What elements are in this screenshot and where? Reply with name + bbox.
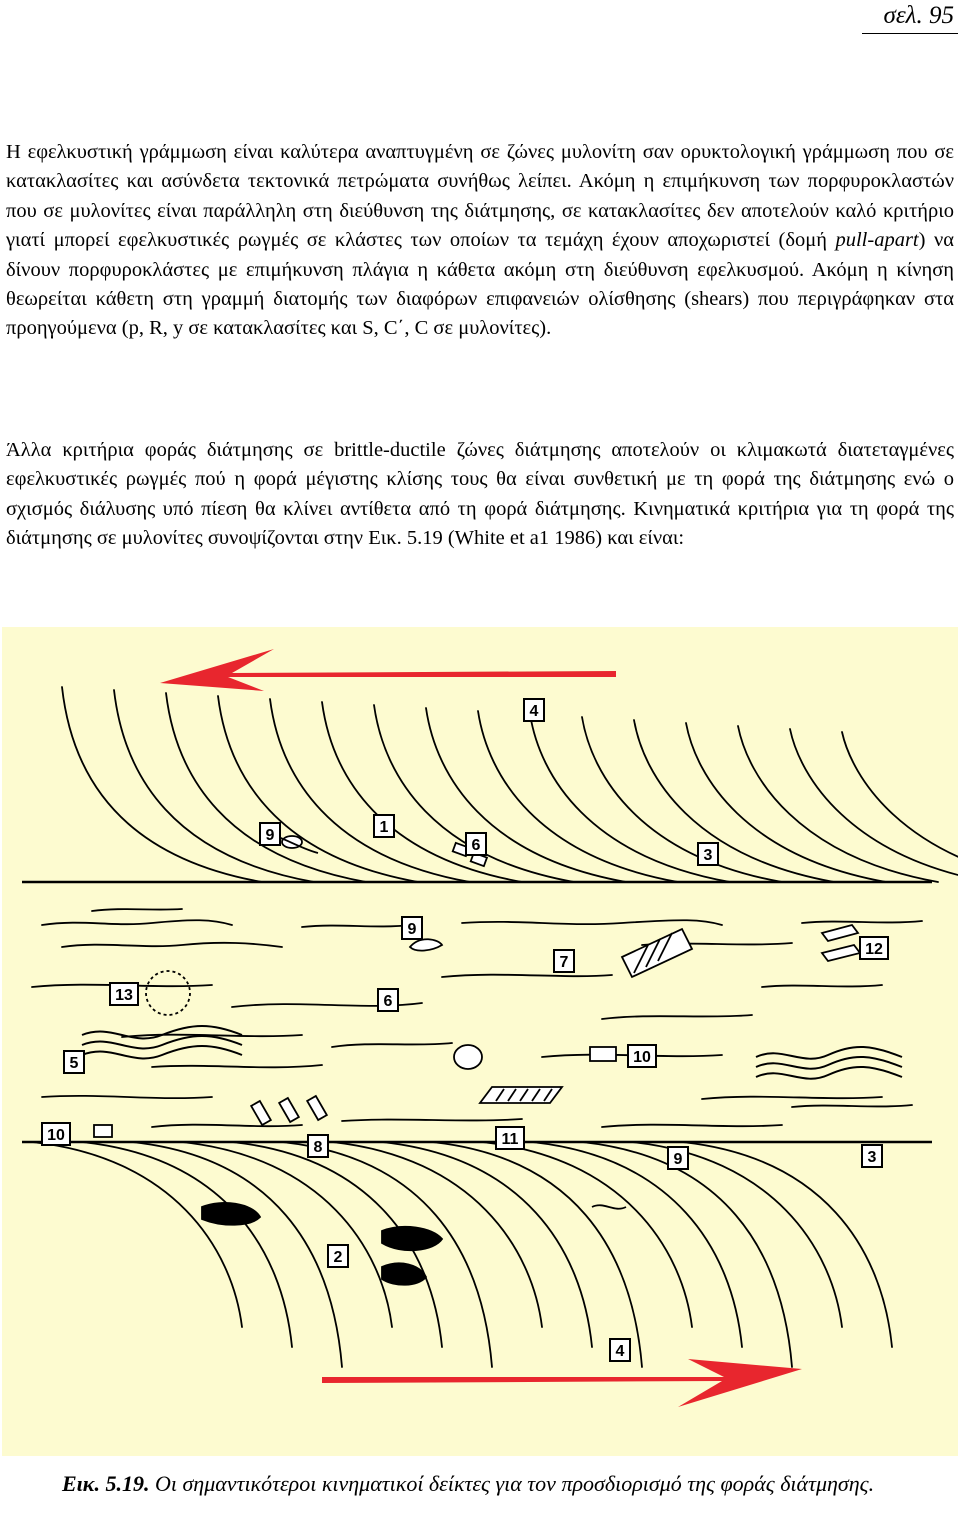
figure-background bbox=[2, 627, 958, 1456]
label-number: 4 bbox=[615, 1343, 625, 1360]
pull-apart-term: pull-apart bbox=[835, 229, 919, 252]
label-number: 8 bbox=[313, 1139, 323, 1156]
label-number: 11 bbox=[501, 1131, 519, 1148]
figure-5-19 bbox=[2, 627, 958, 1456]
label-number: 10 bbox=[47, 1127, 65, 1144]
label-number: 6 bbox=[471, 837, 481, 854]
label-number: 9 bbox=[265, 827, 275, 844]
caption-text: Οι σημαντικότεροι κινηματικοί δείκτες για τον προσδιορισμό της φοράς διάτμησης. bbox=[149, 1471, 875, 1496]
label-number: 6 bbox=[383, 993, 393, 1010]
label-number: 7 bbox=[559, 954, 569, 971]
label-number: 10 bbox=[633, 1049, 651, 1066]
label-number: 13 bbox=[115, 987, 133, 1004]
paragraph-1-text-b: ) να δίνουν πορφυροκλάστες με επιμήκυνση πλάγια η κάθετα ακόμη στη διεύθυνση εφελκυσμού. Ακόμη η κίνηση θεωρείται κάθετη στη γραμμή διατομής των διαφόρων επιφανειών ολίσθησης (shears) που περιγράφηκαν στα προηγούμενα (p, R, y σε κατακλασίτες και S, C΄, C σε μυλονίτες). bbox=[6, 229, 954, 340]
page-number: σελ. 95 bbox=[883, 2, 954, 29]
label-number: 9 bbox=[407, 921, 417, 938]
paragraph-2: Άλλα κριτήρια φοράς διάτμησης σε brittle-ductile ζώνες διάτμησης αποτελούν οι κλιμακωτά διατεταγμένες εφελκυστικές ρωγμές πού η φορά μέγιστης κλίσης τους θα είναι συνθετική με τη φορά της διάτμησης ενώ ο σχισμός διάλυσης υπό πίεση θα κλίνει αντίθετα από τη φορά διάτμησης. Κινηματικά κριτήρια για τη φορά της διάτμησης σε μυλονίτες συνοψίζονται στην Εικ. 5.19 (White et a1 1986) και είναι: bbox=[6, 439, 954, 550]
label-number: 3 bbox=[867, 1149, 877, 1166]
header-rule bbox=[862, 33, 958, 34]
clast-10-left bbox=[94, 1125, 112, 1137]
label-number: 12 bbox=[865, 941, 883, 958]
paragraph-1-text-a: Η εφελκυστική γράμμωση είναι καλύτερα αναπτυγμένη σε ζώνες μυλονίτη σαν ορυκτολογική γράμμωση που σε κατακλασίτες και ασύνδετα τεκτονικά πετρώματα συνήθως λείπει. Ακόμη η επιμήκυνση των πορφυροκλαστών που σε μυλονίτες είναι παράλληλη στη διεύθυνση της διάτμησης, σε κατακλασίτες δεν αποτελούν καλό κριτήριο γιατί μπορεί εφελκυστικές ρωγμές σε κλάστες των οποίων τα τεμάχη έχουν αποχωριστεί (δομή bbox=[6, 141, 954, 252]
label-number: 5 bbox=[69, 1055, 79, 1072]
clast-10-right bbox=[590, 1047, 616, 1061]
label-number: 9 bbox=[673, 1151, 683, 1168]
label-number: 3 bbox=[703, 847, 713, 864]
label-number: 2 bbox=[333, 1249, 343, 1266]
figure-caption bbox=[62, 1468, 942, 1500]
caption-label: Εικ. 5.19. bbox=[62, 1471, 150, 1496]
rolling-clast-mid bbox=[454, 1045, 482, 1069]
label-number: 4 bbox=[529, 703, 539, 720]
paragraph-1 bbox=[6, 138, 954, 344]
label-number: 1 bbox=[379, 819, 389, 836]
